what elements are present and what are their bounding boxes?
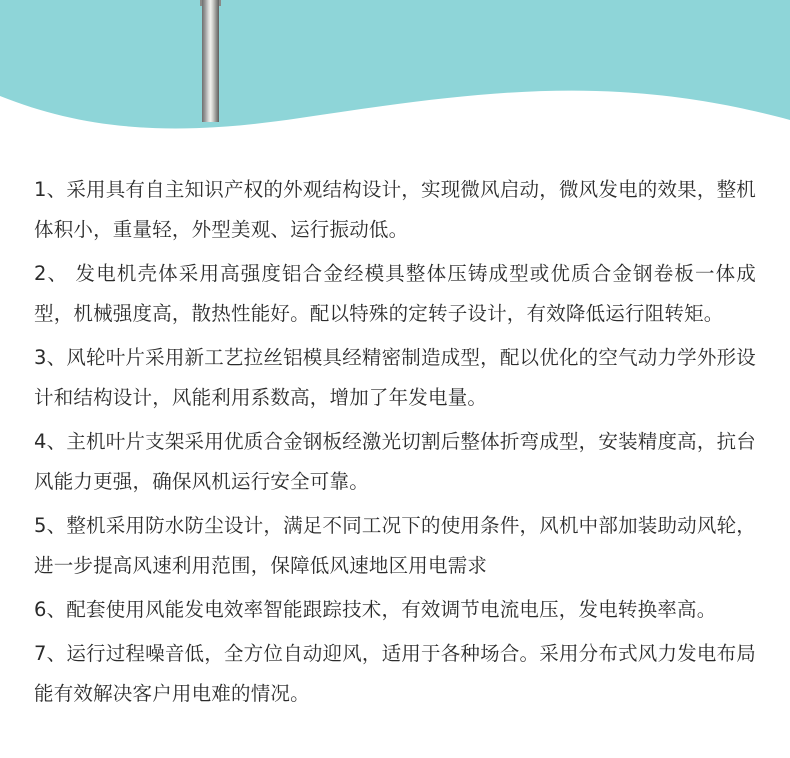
product-banner-image <box>0 0 790 170</box>
feature-item-6: 6、配套使用风能发电效率智能跟踪技术，有效调节电流电压，发电转换率高。 <box>34 598 717 621</box>
feature-item-4: 4、主机叶片支架采用优质合金钢板经激光切割后整体折弯成型，安装精度高，抗台风能力更强，确保风机运行安全可靠。 <box>34 430 756 493</box>
feature-item-5: 5、整机采用防水防尘设计，满足不同工况下的使用条件，风机中部加装助动风轮，进一步提高风速利用范围，保障低风速地区用电需求 <box>34 514 756 577</box>
feature-item-1: 1、采用具有自主知识产权的外观结构设计，实现微风启动，微风发电的效果，整机体积小，重量轻，外型美观、运行振动低。 <box>34 178 756 241</box>
feature-item-2: 2、 发电机壳体采用高强度铝合金经模具整体压铸成型或优质合金钢卷板一体成型，机械强度高，散热性能好。配以特殊的定转子设计，有效降低运行阻转矩。 <box>34 262 756 325</box>
feature-list <box>0 170 790 718</box>
feature-item-7: 7、运行过程噪音低，全方位自动迎风，适用于各种场合。采用分布式风力发电布局能有效解决客户用电难的情况。 <box>34 642 756 705</box>
banner-wave-shape <box>0 0 790 170</box>
feature-item-3: 3、风轮叶片采用新工艺拉丝铝模具经精密制造成型，配以优化的空气动力学外形设计和结构设计，风能利用系数高，增加了年发电量。 <box>34 346 756 409</box>
